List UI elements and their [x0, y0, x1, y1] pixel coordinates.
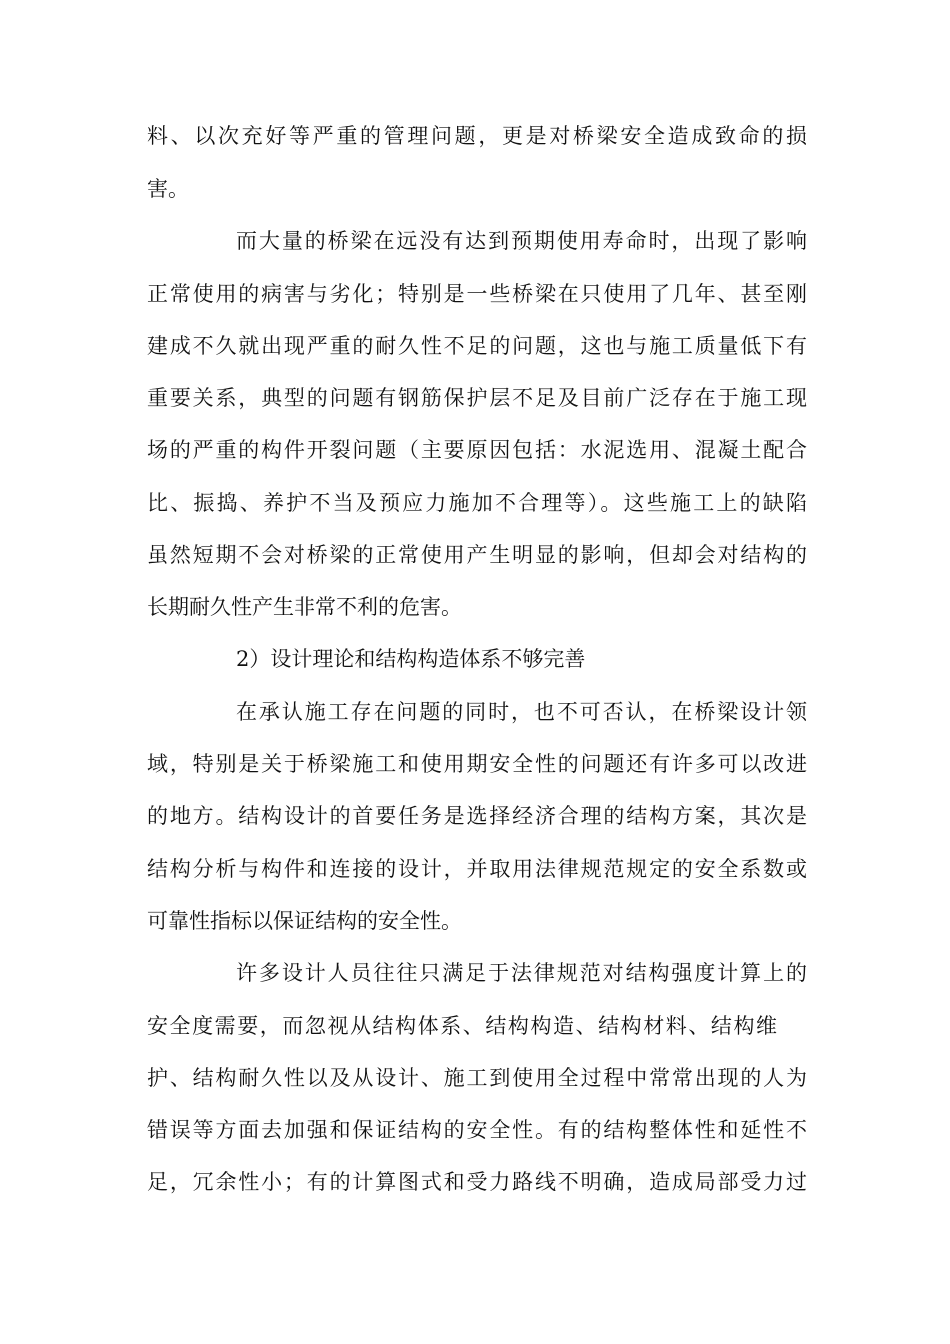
text-line: 场的严重的构件开裂问题（主要原因包括：水泥选用、混凝土配合	[147, 438, 807, 462]
text-line: 正常使用的病害与劣化；特别是一些桥梁在只使用了几年、甚至刚	[147, 282, 807, 306]
text-line: 重要关系，典型的问题有钢筋保护层不足及目前广泛存在于施工现	[147, 386, 807, 410]
text-line: 料、以次充好等严重的管理问题，更是对桥梁安全造成致命的损	[147, 124, 807, 148]
text-line: 长期耐久性产生非常不利的危害。	[147, 595, 462, 619]
text-line: 可靠性指标以保证结构的安全性。	[147, 909, 462, 933]
text-line: 足，冗余性小；有的计算图式和受力路线不明确，造成局部受力过	[147, 1170, 807, 1194]
text-line: 而大量的桥梁在远没有达到预期使用寿命时，出现了影响	[236, 229, 807, 253]
text-line: 虽然短期不会对桥梁的正常使用产生明显的影响，但却会对结构的	[147, 543, 807, 567]
text-line: 建成不久就出现严重的耐久性不足的问题，这也与施工质量低下有	[147, 334, 807, 358]
text-line: 错误等方面去加强和保证结构的安全性。有的结构整体性和延性不	[147, 1118, 807, 1142]
section-heading: 2）设计理论和结构构造体系不够完善	[236, 647, 586, 671]
text-line: 害。	[147, 177, 189, 201]
text-line: 比、振捣、养护不当及预应力施加不合理等）。这些施工上的缺陷	[147, 491, 807, 515]
text-line: 域，特别是关于桥梁施工和使用期安全性的问题还有许多可以改进	[147, 752, 807, 776]
text-line: 安全度需要，而忽视从结构体系、结构构造、结构材料、结构维	[147, 1014, 777, 1038]
text-line: 在承认施工存在问题的同时，也不可否认，在桥梁设计领	[236, 700, 807, 724]
text-line: 护、结构耐久性以及从设计、施工到使用全过程中常常出现的人为	[147, 1066, 807, 1090]
text-line: 结构分析与构件和连接的设计，并取用法律规范规定的安全系数或	[147, 857, 807, 881]
text-line: 许多设计人员往往只满足于法律规范对结构强度计算上的	[236, 961, 807, 985]
text-line: 的地方。结构设计的首要任务是选择经济合理的结构方案，其次是	[147, 804, 807, 828]
